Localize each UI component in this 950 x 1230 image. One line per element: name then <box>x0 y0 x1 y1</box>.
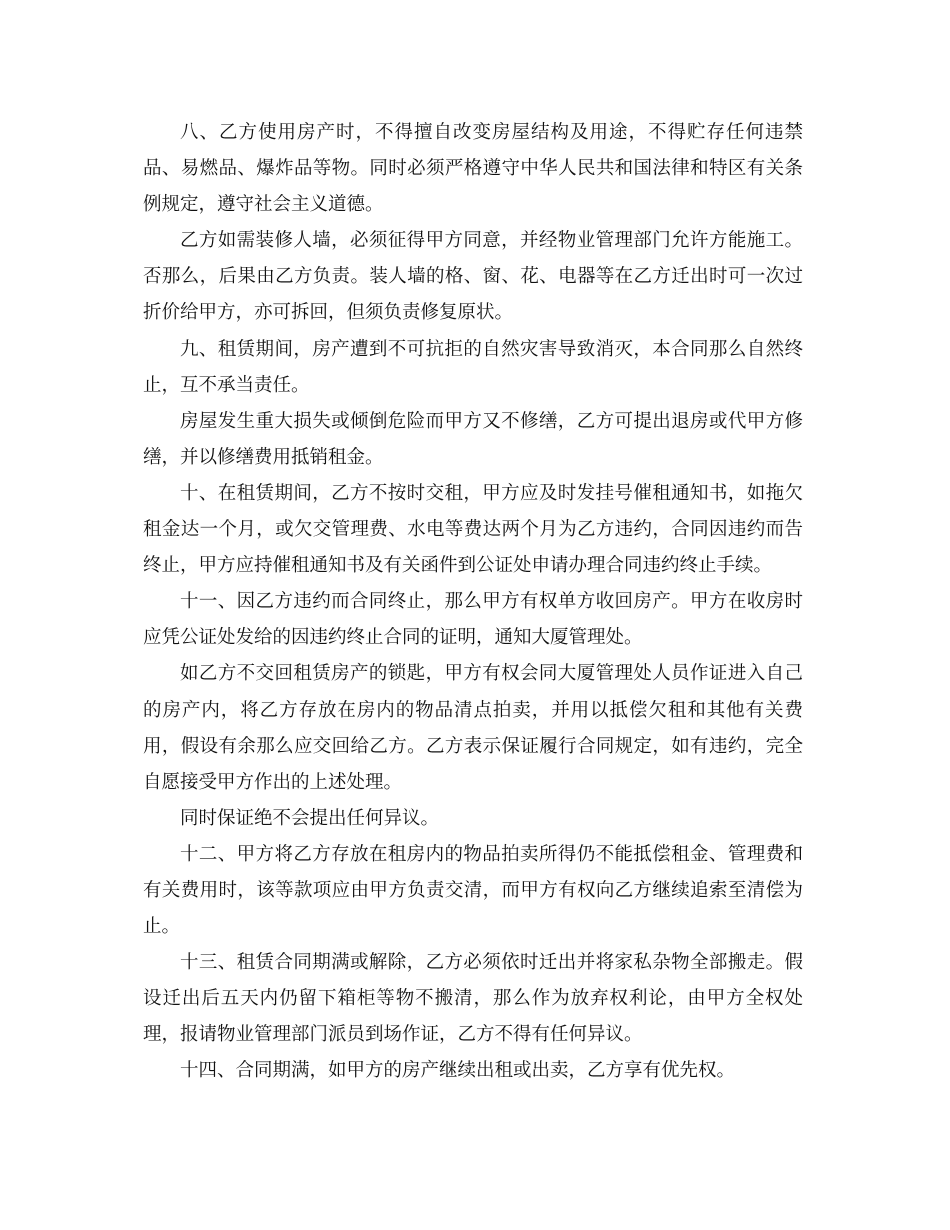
clause-14-paragraph: 十四、合同期满，如甲方的房产继续出租或出卖，乙方享有优先权。 <box>180 1060 736 1082</box>
clause-9-repair-paragraph: 房屋发生重大损失或倾倒危险而甲方又不修缮，乙方可提出退房或代甲方修缮，并以修缮费用抵销租金。 <box>143 410 803 468</box>
clause-11-paragraph: 十一、因乙方违约而合同终止，那么甲方有权单方收回房产。甲方在收房时应凭公证处发给的因违约终止合同的证明，通知大厦管理处。 <box>143 591 803 649</box>
clause-13-paragraph: 十三、租赁合同期满或解除，乙方必须依时迁出并将家私杂物全部搬走。假设迁出后五天内仍留下箱柜等物不搬清，那么作为放弃权利论，由甲方全权处理，报请物业管理部门派员到场作证，乙方不得有任何异议。 <box>143 952 803 1046</box>
clause-10-paragraph: 十、在租赁期间，乙方不按时交租，甲方应及时发挂号催租通知书，如拖欠租金达一个月，或欠交管理费、水电等费达两个月为乙方违约，合同因违约而告终止，甲方应持催租通知书及有关函件到公证处申请办理合同违约终止手续。 <box>143 482 803 577</box>
clause-12-paragraph: 十二、甲方将乙方存放在租房内的物品拍卖所得仍不能抵偿租金、管理费和有关费用时，该等款项应由甲方负责交清，而甲方有权向乙方继续追索至清偿为止。 <box>143 843 803 938</box>
clause-9-paragraph: 九、租赁期间，房产遭到不可抗拒的自然灾害导致消灭，本合同那么自然终止，互不承当责任。 <box>143 338 803 396</box>
clause-8-renovation-paragraph: 乙方如需装修人墙，必须征得甲方同意，并经物业管理部门允许方能施工。否那么，后果由乙方负责。装人墙的格、窗、花、电器等在乙方迁出时可一次过折价给甲方，亦可拆回，但须负责修复原状。 <box>143 230 803 324</box>
document-body <box>143 115 803 1090</box>
clause-8-paragraph: 八、乙方使用房产时，不得擅自改变房屋结构及用途，不得贮存任何违禁品、易燃品、爆炸品等物。同时必须严格遵守中华人民共和国法律和特区有关条例规定，遵守社会主义道德。 <box>143 122 803 216</box>
clause-11-keys-paragraph: 如乙方不交回租赁房产的锁匙，甲方有权会同大厦管理处人员作证进入自己的房产内，将乙方存放在房内的物品清点拍卖，并用以抵偿欠租和其他有关费用，假设有余那么应交回给乙方。乙方表示保证履行合同规定，如有违约，完全自愿接受甲方作出的上述处理。 <box>143 663 803 793</box>
clause-11-no-objection-paragraph: 同时保证绝不会提出任何异议。 <box>180 807 440 829</box>
